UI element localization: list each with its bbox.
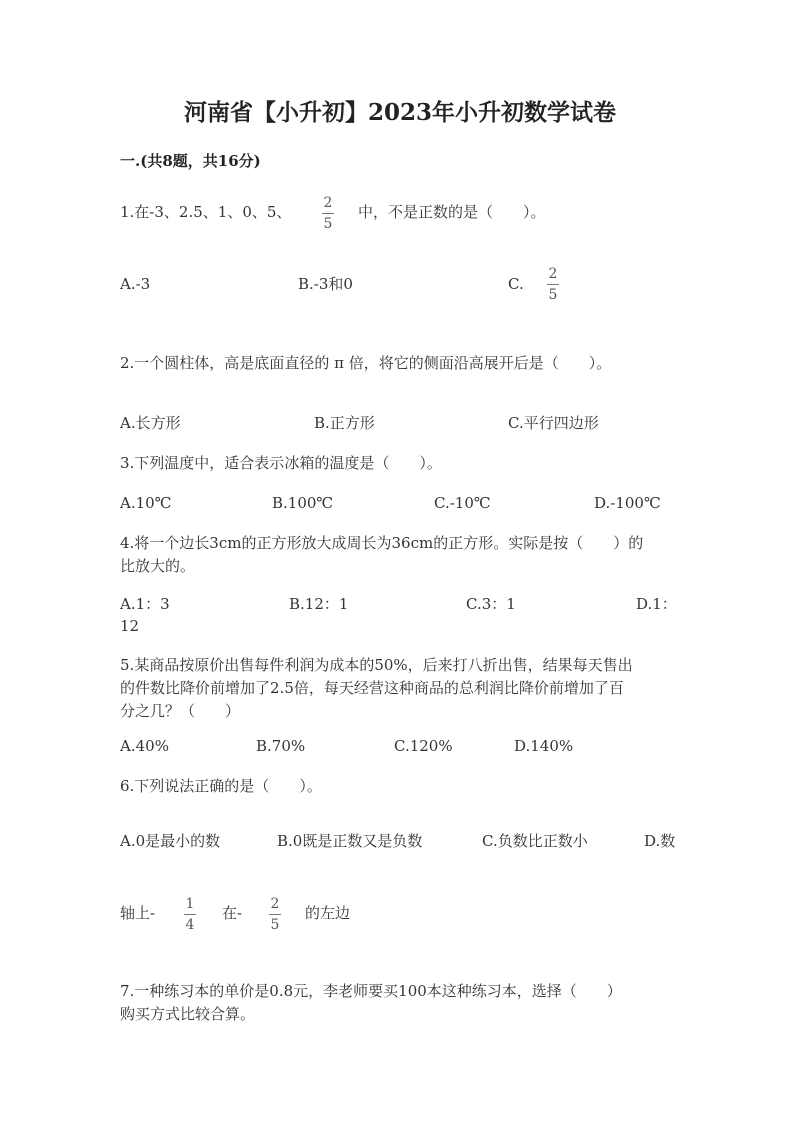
question-4-stem-line-2: 比放大的。 (120, 557, 196, 575)
question-2-option-a: A.长方形 (120, 414, 181, 432)
fraction-numerator: 2 (323, 195, 333, 211)
question-6-fraction-2 (269, 896, 281, 933)
question-1-option-c: C. (508, 275, 524, 293)
question-6-option-b: B.0既是正数又是负数 (277, 832, 423, 850)
question-4-stem-line-1: 4.将一个边长3cm的正方形放大成周长为36cm的正方形。实际是按（ ）的 (120, 534, 644, 552)
question-5-stem-line-1: 5.某商品按原价出售每件利润为成本的50%，后来打八折出售，结果每天售出 (120, 656, 633, 674)
question-1-stem-part-a: 1.在-3、2.5、1、0、5、 (120, 203, 292, 221)
fraction-bar (547, 284, 559, 285)
question-5-stem-line-2: 的件数比降价前增加了2.5倍，每天经营这种商品的总利润比降价前增加了百 (120, 679, 624, 697)
question-4-option-c: C.3：1 (466, 595, 516, 613)
question-4-option-b: B.12：1 (289, 595, 349, 613)
question-6-option-d: D.数 (644, 832, 676, 850)
question-3-option-c: C.-10℃ (434, 494, 491, 512)
question-6-stem: 6.下列说法正确的是（ ）。 (120, 777, 322, 795)
question-1-option-c-fraction (547, 266, 559, 303)
question-5-option-a: A.40% (120, 737, 169, 755)
question-1-fraction (322, 195, 334, 232)
question-6-option-d-continued-c: 的左边 (305, 904, 351, 922)
question-6-fraction-1 (184, 896, 196, 933)
fraction-denominator: 5 (323, 216, 333, 232)
question-3-option-d: D.-100℃ (594, 494, 661, 512)
question-3-option-b: B.100℃ (272, 494, 334, 512)
fraction-numerator: 1 (185, 896, 195, 912)
section-header: 一.(共8题，共16分) (120, 152, 261, 170)
question-5-option-c: C.120% (394, 737, 453, 755)
fraction-bar (184, 914, 196, 915)
question-6-option-a: A.0是最小的数 (120, 832, 221, 850)
question-3-option-a: A.10℃ (120, 494, 172, 512)
question-2-stem: 2.一个圆柱体，高是底面直径的 π 倍，将它的侧面沿高展开后是（ ）。 (120, 354, 612, 372)
question-3-stem: 3.下列温度中，适合表示冰箱的温度是（ ）。 (120, 454, 442, 472)
question-1-option-a: A.-3 (120, 275, 151, 293)
fraction-denominator: 5 (548, 287, 558, 303)
question-6-option-c: C.负数比正数小 (482, 832, 588, 850)
fraction-bar (322, 213, 334, 214)
question-1-stem-part-b: 中，不是正数的是（ ）。 (358, 203, 546, 221)
fraction-numerator: 2 (270, 896, 280, 912)
question-2-option-c: C.平行四边形 (508, 414, 599, 432)
question-4-option-d: D.1： (636, 595, 677, 613)
exam-title: 河南省【小升初】2023年小升初数学试卷 (183, 99, 616, 126)
fraction-denominator: 4 (185, 917, 195, 933)
fraction-bar (269, 914, 281, 915)
question-2-option-b: B.正方形 (314, 414, 375, 432)
question-7-stem-line-2: 购买方式比较合算。 (120, 1005, 256, 1023)
question-5-stem-line-3: 分之几？（ ） (120, 702, 241, 720)
question-6-option-d-continued-b: 在- (222, 904, 243, 922)
question-5-option-b: B.70% (256, 737, 306, 755)
question-7-stem-line-1: 7.一种练习本的单价是0.8元，李老师要买100本这种练习本，选择（ ） (120, 982, 622, 1000)
question-1-option-b: B.-3和0 (298, 275, 353, 293)
question-4-option-d-wrap: 12 (120, 617, 140, 635)
question-6-option-d-continued-a: 轴上- (120, 904, 156, 922)
question-4-option-a: A.1：3 (120, 595, 170, 613)
fraction-numerator: 2 (548, 266, 558, 282)
question-5-option-d: D.140% (514, 737, 574, 755)
fraction-denominator: 5 (270, 917, 280, 933)
